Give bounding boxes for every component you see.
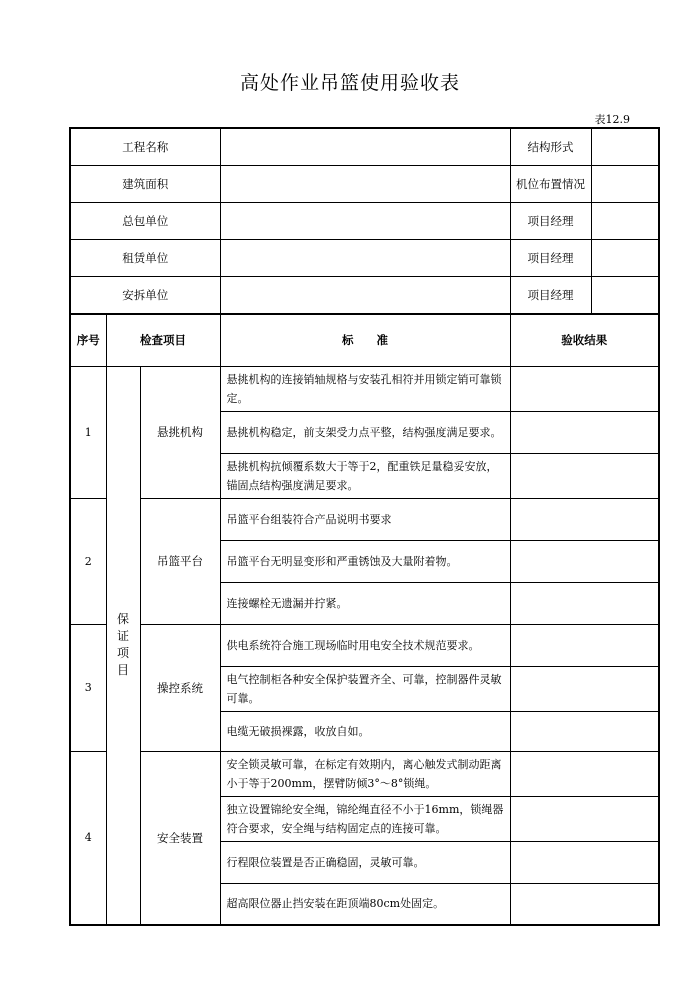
acceptance-table-frame (69, 127, 658, 926)
result-cell[interactable] (510, 711, 659, 751)
standard-text: 悬挑机构抗倾覆系数大于等于2，配重铁足量稳妥安放，锚固点结构强度满足要求。 (220, 453, 510, 498)
check-item-header: 检查项目 (106, 314, 220, 366)
project-manager-value[interactable] (592, 240, 659, 276)
table-row (70, 366, 659, 411)
general-contractor-label: 总包单位 (70, 203, 220, 240)
table-number: 表12.9 (594, 113, 630, 126)
project-manager-label: 项目经理 (511, 240, 592, 276)
result-cell[interactable] (510, 751, 659, 796)
machine-position-label: 机位布置情况 (511, 166, 592, 202)
table-row (70, 751, 659, 796)
standard-text: 电气控制柜各种安全保护装置齐全、可靠，控制器件灵敏可靠。 (220, 666, 510, 711)
standard-text: 悬挑机构的连接销轴规格与安装孔相符并用锁定销可靠锁定。 (220, 366, 510, 411)
standard-text: 吊篮平台组装符合产品说明书要求 (220, 498, 510, 540)
structure-form-label: 结构形式 (511, 129, 592, 165)
info-row (70, 277, 659, 315)
section-item: 安全装置 (140, 751, 220, 925)
installer-label: 安拆单位 (70, 277, 220, 315)
page-title: 高处作业吊篮使用验收表 (239, 72, 460, 94)
table-row (70, 498, 659, 540)
building-area-value[interactable] (220, 166, 510, 203)
building-area-label: 建筑面积 (70, 166, 220, 203)
column-header-row (70, 314, 659, 366)
project-name-label: 工程名称 (70, 128, 220, 166)
section-item: 悬挑机构 (140, 366, 220, 498)
general-contractor-value[interactable] (220, 203, 510, 240)
lessor-label: 租赁单位 (70, 240, 220, 277)
seq-header: 序号 (70, 314, 106, 366)
result-cell[interactable] (510, 666, 659, 711)
section-item: 吊篮平台 (140, 498, 220, 624)
guarantee-items-group: 保 证 项 目 (106, 366, 140, 925)
section-number: 4 (70, 751, 106, 925)
table-row (70, 624, 659, 666)
info-row (70, 166, 659, 203)
machine-position-value[interactable] (592, 166, 659, 202)
project-manager-label: 项目经理 (511, 277, 592, 313)
result-cell[interactable] (510, 841, 659, 883)
info-row (70, 128, 659, 166)
section-number: 1 (70, 366, 106, 498)
result-header: 验收结果 (510, 314, 659, 366)
standard-text: 超高限位器止挡安装在距顶端80cm处固定。 (220, 883, 510, 925)
section-number: 3 (70, 624, 106, 751)
result-cell[interactable] (510, 366, 659, 411)
info-row (70, 203, 659, 240)
standard-text: 吊篮平台无明显变形和严重锈蚀及大量附着物。 (220, 540, 510, 582)
result-cell[interactable] (510, 453, 659, 498)
project-manager-label: 项目经理 (511, 203, 592, 239)
standard-text: 行程限位装置是否正确稳固，灵敏可靠。 (220, 841, 510, 883)
project-name-value[interactable] (220, 128, 510, 166)
installer-value[interactable] (220, 277, 510, 315)
section-number: 2 (70, 498, 106, 624)
result-cell[interactable] (510, 796, 659, 841)
standard-text: 电缆无破损裸露，收放自如。 (220, 711, 510, 751)
standard-text: 独立设置锦纶安全绳，锦纶绳直径不小于16mm，锁绳器符合要求，安全绳与结构固定点的连接可靠。 (220, 796, 510, 841)
result-cell[interactable] (510, 582, 659, 624)
project-manager-value[interactable] (592, 203, 659, 239)
section-item: 操控系统 (140, 624, 220, 751)
result-cell[interactable] (510, 540, 659, 582)
result-cell[interactable] (510, 411, 659, 453)
info-row (70, 240, 659, 277)
standard-text: 供电系统符合施工现场临时用电安全技术规范要求。 (220, 624, 510, 666)
result-cell[interactable] (510, 498, 659, 540)
standard-header: 标 准 (220, 314, 510, 366)
standard-text: 安全锁灵敏可靠，在标定有效期内，离心触发式制动距离小于等于200mm，摆臂防倾3°～8°锁绳。 (220, 751, 510, 796)
standard-text: 连接螺栓无遗漏并拧紧。 (220, 582, 510, 624)
project-manager-value[interactable] (592, 277, 659, 313)
acceptance-table (69, 127, 660, 926)
result-cell[interactable] (510, 624, 659, 666)
structure-form-value[interactable] (592, 129, 659, 165)
lessor-value[interactable] (220, 240, 510, 277)
result-cell[interactable] (510, 883, 659, 925)
standard-text: 悬挑机构稳定，前支架受力点平整，结构强度满足要求。 (220, 411, 510, 453)
